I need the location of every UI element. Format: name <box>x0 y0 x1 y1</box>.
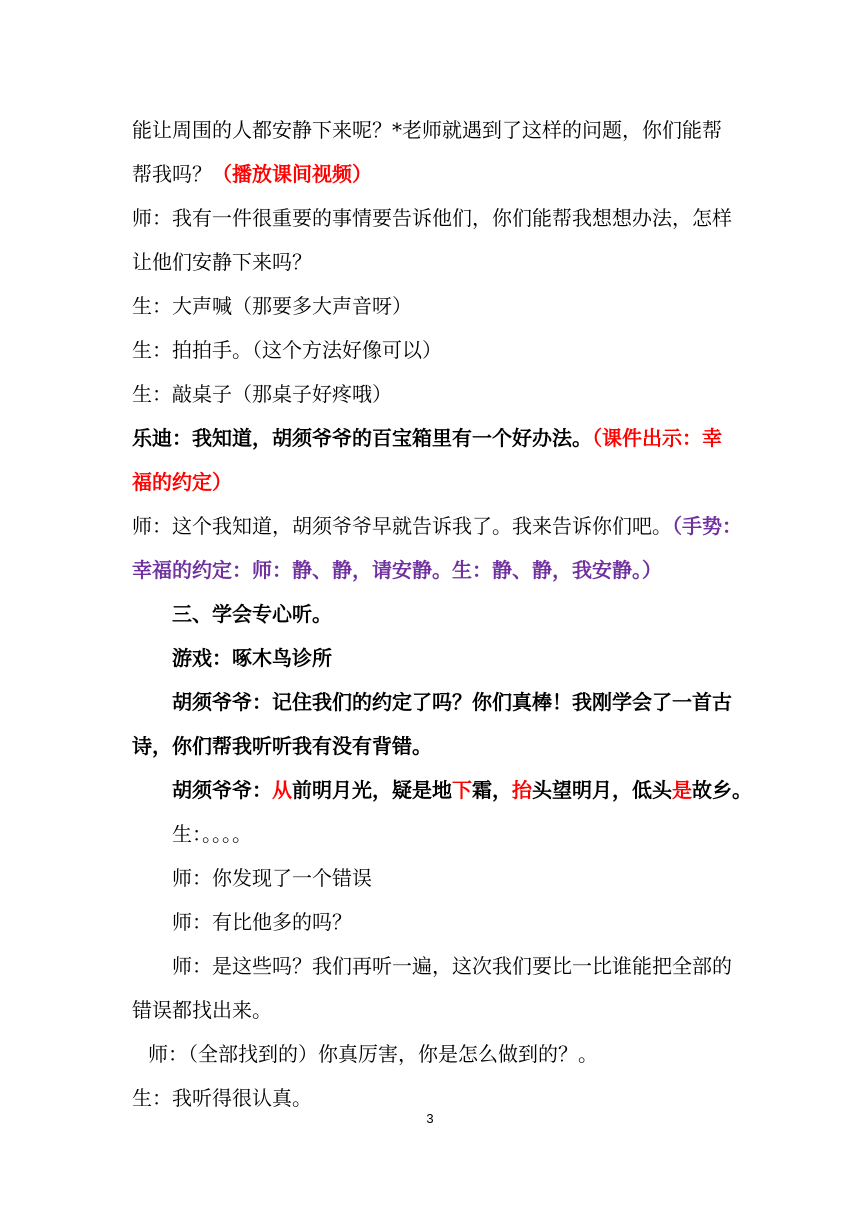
paragraph-line <box>132 161 732 187</box>
gesture-note: 幸福的约定：师：静、静，请安静。生：静、静，我安静。） <box>132 558 662 582</box>
error-char: 抬 <box>512 778 532 802</box>
section-heading <box>172 601 772 627</box>
paragraph-line <box>132 381 732 407</box>
text-span: 师：这个我知道，胡须爷爷早就告诉我了。我来告诉你们吧。 <box>132 514 672 538</box>
text-span: 师：（全部找到的）你真厉害，你是怎么做到的？。 <box>148 1042 598 1066</box>
text-span: 师：有比他多的吗？ <box>172 910 352 934</box>
text-span: 乐迪：我知道，胡须爷爷的百宝箱里有一个好办法。 <box>132 426 592 450</box>
paragraph-line <box>132 1085 732 1111</box>
text-span: 诗，你们帮我听听我有没有背错。 <box>132 734 432 758</box>
text-span: 生：拍拍手。（这个方法好像可以） <box>132 338 442 362</box>
paragraph-line <box>132 997 732 1023</box>
stage-direction: 福的约定） <box>132 470 232 494</box>
error-char: 下 <box>452 778 472 802</box>
paragraph-line <box>172 953 772 979</box>
text-span: 故乡。 <box>692 778 752 802</box>
paragraph-line <box>132 469 732 495</box>
text-span: 师：你发现了一个错误 <box>172 866 372 890</box>
paragraph-line <box>132 513 742 539</box>
text-span: 生：大声喊（那要多大声音呀） <box>132 294 412 318</box>
text-span: 三、学会专心听。 <box>172 602 332 626</box>
stage-direction: （课件出示：幸 <box>592 426 722 450</box>
text-span: 胡须爷爷：记住我们的约定了吗？你们真棒！我刚学会了一首古 <box>172 690 732 714</box>
text-span: 头望明月，低头 <box>532 778 672 802</box>
poem-line <box>172 777 772 803</box>
text-span: 生：敲桌子（那桌子好疼哦） <box>132 382 392 406</box>
text-span: 错误都找出来。 <box>132 998 272 1022</box>
text-span: 师：是这些吗？我们再听一遍，这次我们要比一比谁能把全部的 <box>172 954 732 978</box>
paragraph-line <box>132 557 732 583</box>
text-span: 霜， <box>472 778 512 802</box>
text-span: 游戏：啄木鸟诊所 <box>172 646 332 670</box>
paragraph-line <box>172 865 772 891</box>
text-span: 生：我听得很认真。 <box>132 1086 312 1110</box>
text-span: 胡须爷爷： <box>172 778 272 802</box>
paragraph-line <box>132 425 732 451</box>
paragraph-line <box>132 205 732 231</box>
error-char: 从 <box>272 778 292 802</box>
paragraph-line <box>132 337 732 363</box>
paragraph-line <box>172 909 772 935</box>
error-char: 是 <box>672 778 692 802</box>
text-span: 帮我吗？ <box>132 162 212 186</box>
text-span: 师：我有一件很重要的事情要告诉他们，你们能帮我想想办法，怎样 <box>132 206 732 230</box>
paragraph-line <box>132 293 732 319</box>
stage-direction: （播放课间视频） <box>212 162 372 186</box>
paragraph-line <box>172 821 772 847</box>
paragraph-line <box>172 689 772 715</box>
paragraph-line <box>172 645 772 671</box>
paragraph-line <box>132 117 732 143</box>
text-span: 让他们安静下来吗？ <box>132 250 312 274</box>
paragraph-line <box>132 733 732 759</box>
paragraph-line <box>132 249 732 275</box>
gesture-note: （手势： <box>672 514 742 538</box>
page-number: 3 <box>426 1111 434 1126</box>
text-span: 生：。。。。 <box>172 822 252 846</box>
text-span: 能让周围的人都安静下来呢？*老师就遇到了这样的问题，你们能帮 <box>132 118 722 142</box>
text-span: 前明月光，疑是地 <box>292 778 452 802</box>
paragraph-line <box>148 1041 748 1067</box>
